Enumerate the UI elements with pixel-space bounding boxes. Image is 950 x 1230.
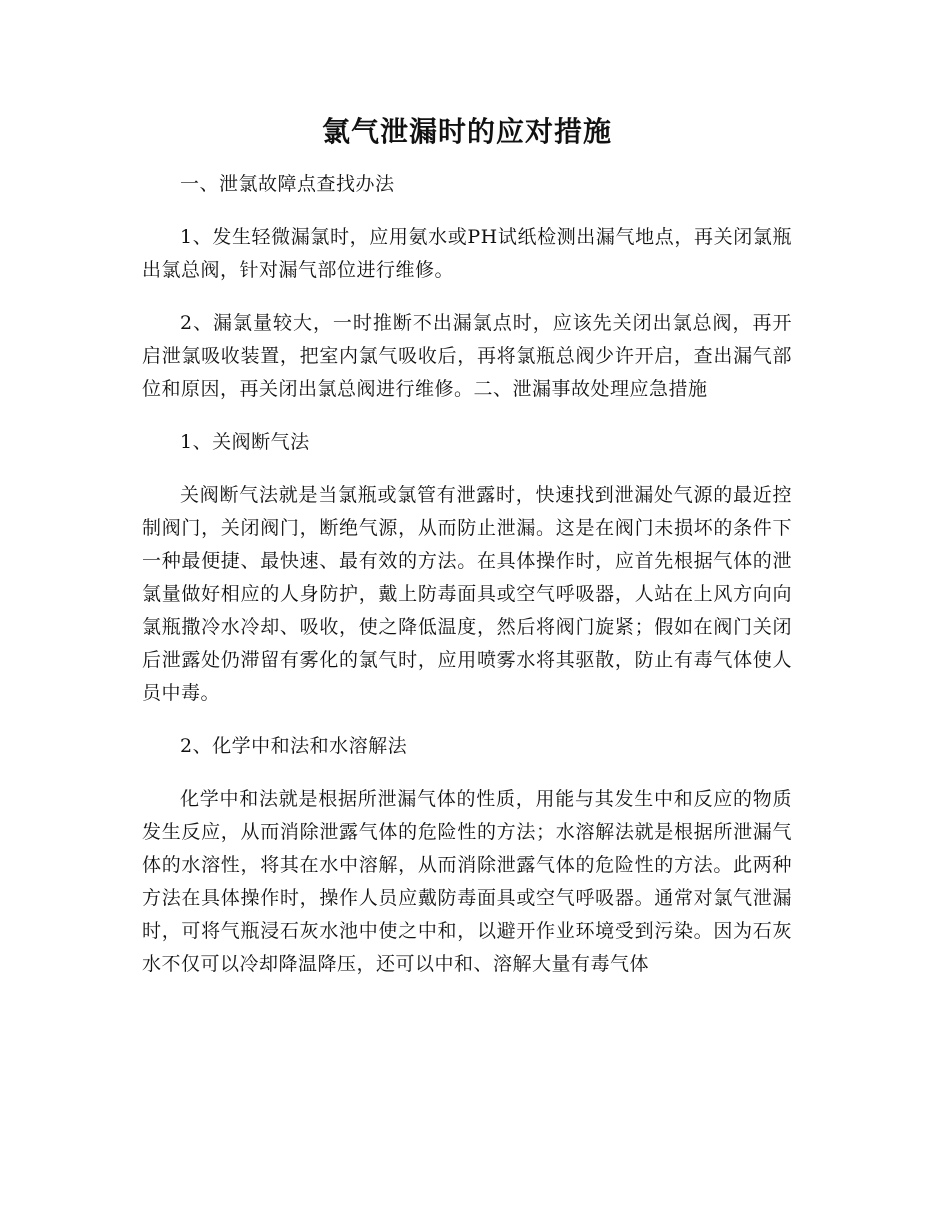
document-body (142, 112, 792, 1001)
subheading-valve-shutoff: 1、关阀断气法 (180, 431, 310, 453)
paragraph-valve-shutoff: 关阀断气法就是当氯瓶或氯管有泄露时，快速找到泄漏处气源的最近控制阀门，关闭阀门，断绝气源，从而防止泄漏。这是在阀门未损坏的条件下一种最便捷、最快速、最有效的方法。在具体操作时，应首先根据气体的泄氯量做好相应的人身防护，戴上防毒面具或空气呼吸器，人站在上风方向向氯瓶撒冷水冷却、吸收，使之降低温度，然后将阀门旋紧；假如在阀门关闭后泄露处仍滞留有雾化的氯气时，应用喷雾水将其驱散，防止有毒气体使人员中毒。 (142, 484, 792, 704)
paragraph-neutralization: 化学中和法就是根据所泄漏气体的性质，用能与其发生中和反应的物质发生反应，从而消除泄露气体的危险性的方法；水溶解法就是根据所泄漏气体的水溶性，将其在水中溶解，从而消除泄露气体的危险性的方法。此两种方法在具体操作时，操作人员应戴防毒面具或空气呼吸器。通常对氯气泄漏时，可将气瓶浸石灰水池中使之中和，以避开作业环境受到污染。因为石灰水不仅可以冷却降温降压，还可以中和、溶解大量有毒气体 (142, 788, 792, 975)
section-heading-fault-finding: 一、泄氯故障点查找办法 (180, 173, 395, 195)
document-title: 氯气泄漏时的应对措施 (321, 115, 612, 148)
paragraph-minor-leak: 1、发生轻微漏氯时，应用氨水或PH试纸检测出漏气地点，再关闭氯瓶出氯总阀，针对漏气部位进行维修。 (142, 226, 792, 281)
subheading-neutralization: 2、化学中和法和水溶解法 (180, 735, 408, 757)
paragraph-major-leak: 2、漏氯量较大，一时推断不出漏氯点时，应该先关闭出氯总阀，再开启泄氯吸收装置，把室内氯气吸收后，再将氯瓶总阀少许开启，查出漏气部位和原因，再关闭出氯总阀进行维修。二、泄漏事故处理应急措施 (142, 312, 792, 400)
